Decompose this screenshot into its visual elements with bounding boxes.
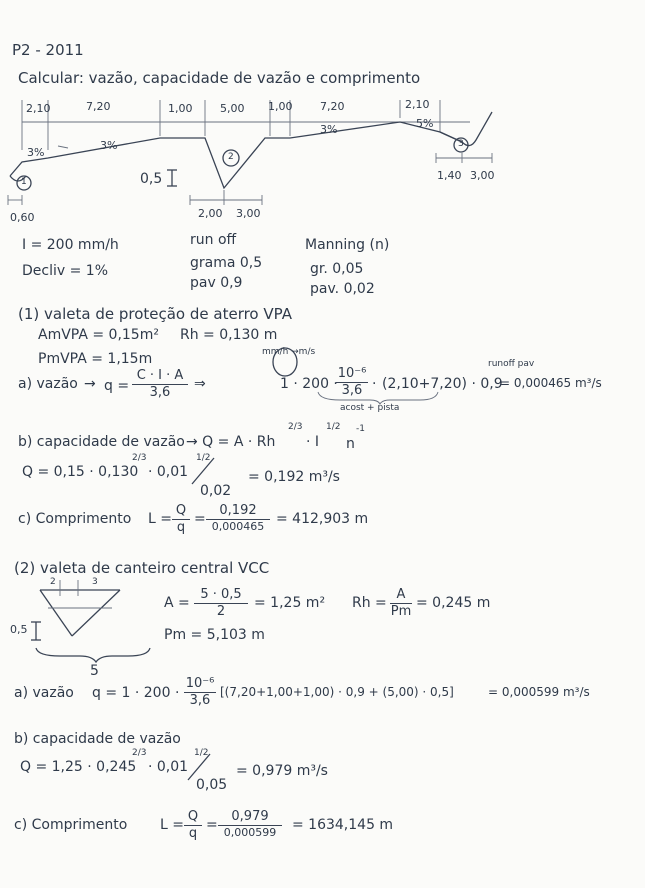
width-label-6: 7,20 [320,100,345,113]
part2-b-exp1: 2/3 [132,748,147,758]
part1-a-frac-num: 10⁻⁶ [337,366,367,381]
part1-q-numerator: C · I · A [136,368,184,383]
part1-b-i: · I [306,434,320,450]
part1-b-calc-den: 0,02 [200,483,232,499]
runoff-title: run off [190,232,237,248]
part1-b-result: = 0,192 m³/s [248,469,340,485]
part2-b-result: = 0,979 m³/s [236,763,328,779]
part2-a-frac-num: 10⁻⁶ [185,676,215,691]
width-label-7: 2,10 [405,98,430,111]
part1-c-result: = 412,903 m [276,511,369,527]
part1-b-label: b) capacidade de vazão [18,434,185,450]
part1-a-parenthesis: (2,10+7,20) · 0,9 [382,376,503,392]
part2-a-bracket: [(7,20+1,00+1,00) · 0,9 + (5,00) · 0,5] [220,685,454,699]
runoff-grama: grama 0,5 [190,255,263,271]
part1-b-calc-exp1: 2/3 [132,453,147,463]
part2-b-label: b) capacidade de vazão [14,731,181,747]
part1-b-exp1: 2/3 [288,422,303,432]
part2-c-frac2-num: 0,979 [231,809,269,824]
part1-c-frac1-den: q [176,520,186,536]
slope-label-2: 3% [100,139,118,152]
part2-c-eq: = [206,817,218,833]
part1-a-result: = 0,000465 m³/s [500,376,602,390]
part2-area-pre: A = [164,595,190,611]
part2-b-den: 0,05 [196,777,228,793]
part1-a-under-note: acost + pista [340,403,400,413]
part2-fig-top-1: 2 [50,577,56,587]
part1-a-units: mm/h →m/s [262,347,316,357]
part2-rh-den: Pm [390,604,412,620]
page-code: P2 - 2011 [12,41,84,59]
left-dim-label: 0,60 [10,211,35,224]
part1-b-calc-exp2: 1/2 [196,453,211,463]
depth-label: 0,5 [140,171,163,187]
slope-label-1: 3% [27,146,45,159]
width-label-1: 2,10 [26,102,51,115]
part2-a-label: a) vazão [14,685,74,701]
part1-b-exp3: -1 [356,424,365,434]
part1-q-denominator: 3,6 [149,385,171,401]
part1-b-exp2: 1/2 [326,422,341,432]
part1-a-frac-den: 3,6 [341,383,363,399]
width-label-2: 7,20 [86,100,111,113]
part1-b-calc: Q = 0,15 · 0,130 [22,464,139,480]
part2-rh-post: = 0,245 m [416,595,491,611]
section-marker-2: 2 [228,152,234,162]
right-dim-label-2: 3,00 [470,169,495,182]
part1-area: AmVPA = 0,15m² [38,327,159,343]
width-label-3: 1,00 [168,102,193,115]
part1-a-label: a) vazão [18,376,78,392]
part2-fig-base: 5 [90,663,99,679]
part2-title: (2) valeta de canteiro central VCC [14,559,270,577]
task-statement: Calcular: vazão, capacidade de vazão e comprimento [18,69,421,87]
v-dim-label-2: 3,00 [236,207,261,220]
slope-label-3: 3% [320,123,338,136]
section-marker-1: 1 [21,177,27,187]
part1-b-formula: → Q = A · Rh [186,434,276,450]
part1-c-eq: = [194,511,206,527]
part2-c-label: c) Comprimento [14,817,128,833]
part2-b-mid: · 0,01 [148,759,189,775]
v-dim-label-1: 2,00 [198,207,223,220]
part1-a-arrow: → [84,376,96,392]
part1-q-symbol: q = [104,378,130,394]
part2-fig-top-2: 3 [92,577,98,587]
part2-b-calc: Q = 1,25 · 0,245 [20,759,137,775]
width-label-5: 1,00 [268,100,293,113]
part2-c-frac1-num: Q [187,809,199,824]
declivity: Decliv = 1% [22,263,108,279]
part1-b-calc-mid: · 0,01 [148,464,189,480]
part1-implies: ⇒ [194,376,206,392]
part1-title: (1) valeta de proteção de aterro VPA [18,305,292,323]
part1-b-n: n [346,436,355,452]
part1-c-frac1-num: Q [175,503,187,518]
part1-c-l: L = [148,511,172,527]
part2-c-frac1 [184,810,202,842]
manning-pav: pav. 0,02 [310,281,375,297]
part1-c-label: c) Comprimento [18,511,132,527]
part2-a-q: q = 1 · 200 · [92,685,180,701]
part2-a-result: = 0,000599 m³/s [488,685,590,699]
part1-c-frac2-num: 0,192 [219,503,257,518]
section-marker-3: 3 [458,139,464,149]
part2-area-den: 2 [216,604,226,620]
part2-c-result: = 1634,145 m [292,817,394,833]
part2-c-frac2-den: 0,000599 [223,826,277,840]
part1-perimeter: PmVPA = 1,15m [38,351,153,367]
right-dim-label-1: 1,40 [437,169,462,182]
slope-label-4: 5% [416,117,434,130]
part2-rh-pre: Rh = [352,595,387,611]
part2-c-l: L = [160,817,184,833]
part2-c-frac2 [218,810,282,839]
manning-title: Manning (n) [305,237,390,253]
part2-c-frac1-den: q [188,826,198,842]
part2-area-post: = 1,25 m² [254,595,326,611]
part1-c-frac2-den: 0,000465 [211,520,265,534]
runoff-pav: pav 0,9 [190,275,243,291]
part1-a-dot: · [372,376,377,392]
part2-area-num: 5 · 0,5 [200,587,242,602]
part1-a-runoff-note: runoff pav [488,359,535,369]
rain-intensity: I = 200 mm/h [22,237,119,253]
width-label-4: 5,00 [220,102,245,115]
part1-a-one: 1 · 200 · [280,376,338,392]
part1-rh: Rh = 0,130 m [180,327,278,343]
manning-grama: gr. 0,05 [310,261,364,277]
part2-perimeter: Pm = 5,103 m [164,627,265,643]
part2-b-exp2: 1/2 [194,748,209,758]
part2-fig-depth: 0,5 [10,623,28,636]
part2-rh-num: A [396,587,406,602]
part2-a-frac-den: 3,6 [189,693,211,709]
